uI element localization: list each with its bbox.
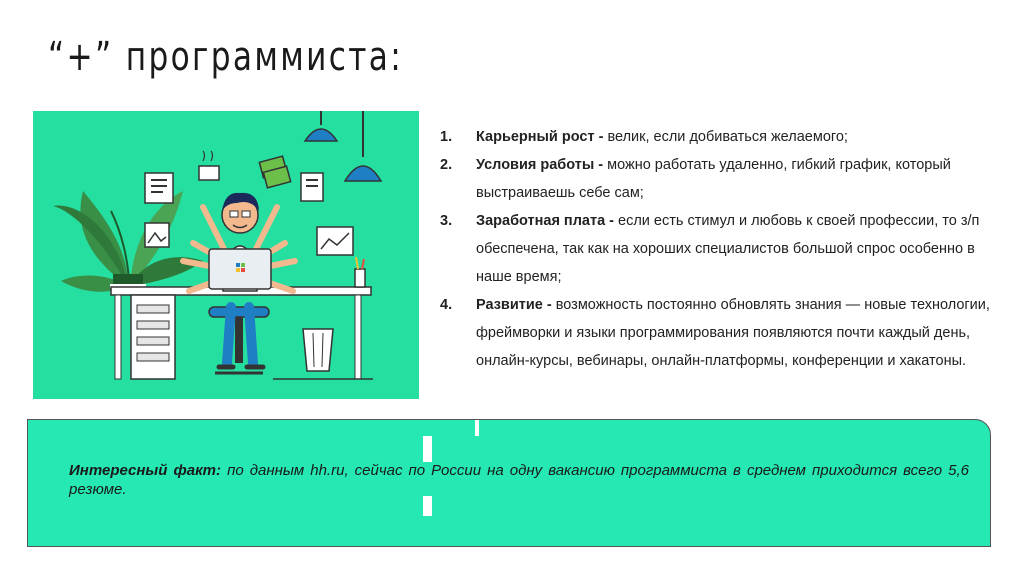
item-number: 2.: [440, 157, 453, 173]
item-number: 3.: [440, 213, 453, 229]
list-item: [440, 151, 1000, 207]
laptop-icon: [209, 249, 271, 289]
item-heading: Заработная плата -: [476, 213, 614, 229]
interesting-fact-box: [27, 419, 991, 547]
item-text: можно работать удаленно, гибкий график, который выстраиваешь себе сам;: [476, 157, 951, 201]
plant-icon: [53, 191, 203, 292]
document-icon: [145, 173, 173, 203]
pencil-cup-icon: [355, 257, 365, 287]
chart-icon: [317, 227, 353, 255]
item-text: если есть стимул и любовь к своей профессии, то з/п обеспечена, так как на хороших специалистов большой спрос особенно в наше время;: [476, 213, 980, 285]
item-heading: Развитие -: [476, 297, 552, 313]
fact-text: по данным hh.ru, сейчас по России на одну вакансию программиста в среднем приходится всего 5,6 резюме.: [69, 462, 969, 498]
lamp-icon: [305, 111, 381, 181]
fact-paragraph: [69, 461, 969, 499]
item-heading: Условия работы -: [476, 157, 604, 173]
divider-mark: [423, 436, 432, 462]
item-number: 1.: [440, 129, 453, 145]
slide-title: “+” программиста:: [48, 34, 404, 80]
trash-bin-icon: [303, 329, 333, 371]
divider-mark: [475, 420, 479, 436]
item-text: велик, если добиваться желаемого;: [603, 129, 848, 145]
list-item: [440, 207, 1000, 291]
money-icon: [259, 156, 290, 188]
item-heading: Карьерный рост -: [476, 129, 604, 145]
divider-mark: [423, 496, 432, 516]
document-icon: [301, 173, 323, 201]
chair-icon: [209, 307, 269, 373]
programmer-illustration: [33, 111, 419, 399]
item-text: возможность постоянно обновлять знания — новые технологии, фреймворки и языки программирования появляются почти каждый день, онлайн-курсы, вебинары, онлайн-платформы, конференции и хакатоны.: [476, 297, 990, 369]
list-item: [440, 291, 1000, 375]
fact-label: Интересный факт:: [69, 462, 222, 479]
programmer-at-desk-icon: [33, 111, 419, 399]
coffee-icon: [199, 151, 219, 180]
image-icon: [145, 223, 169, 247]
item-number: 4.: [440, 297, 453, 313]
advantages-list: [440, 123, 1000, 375]
list-item: [440, 123, 1000, 151]
